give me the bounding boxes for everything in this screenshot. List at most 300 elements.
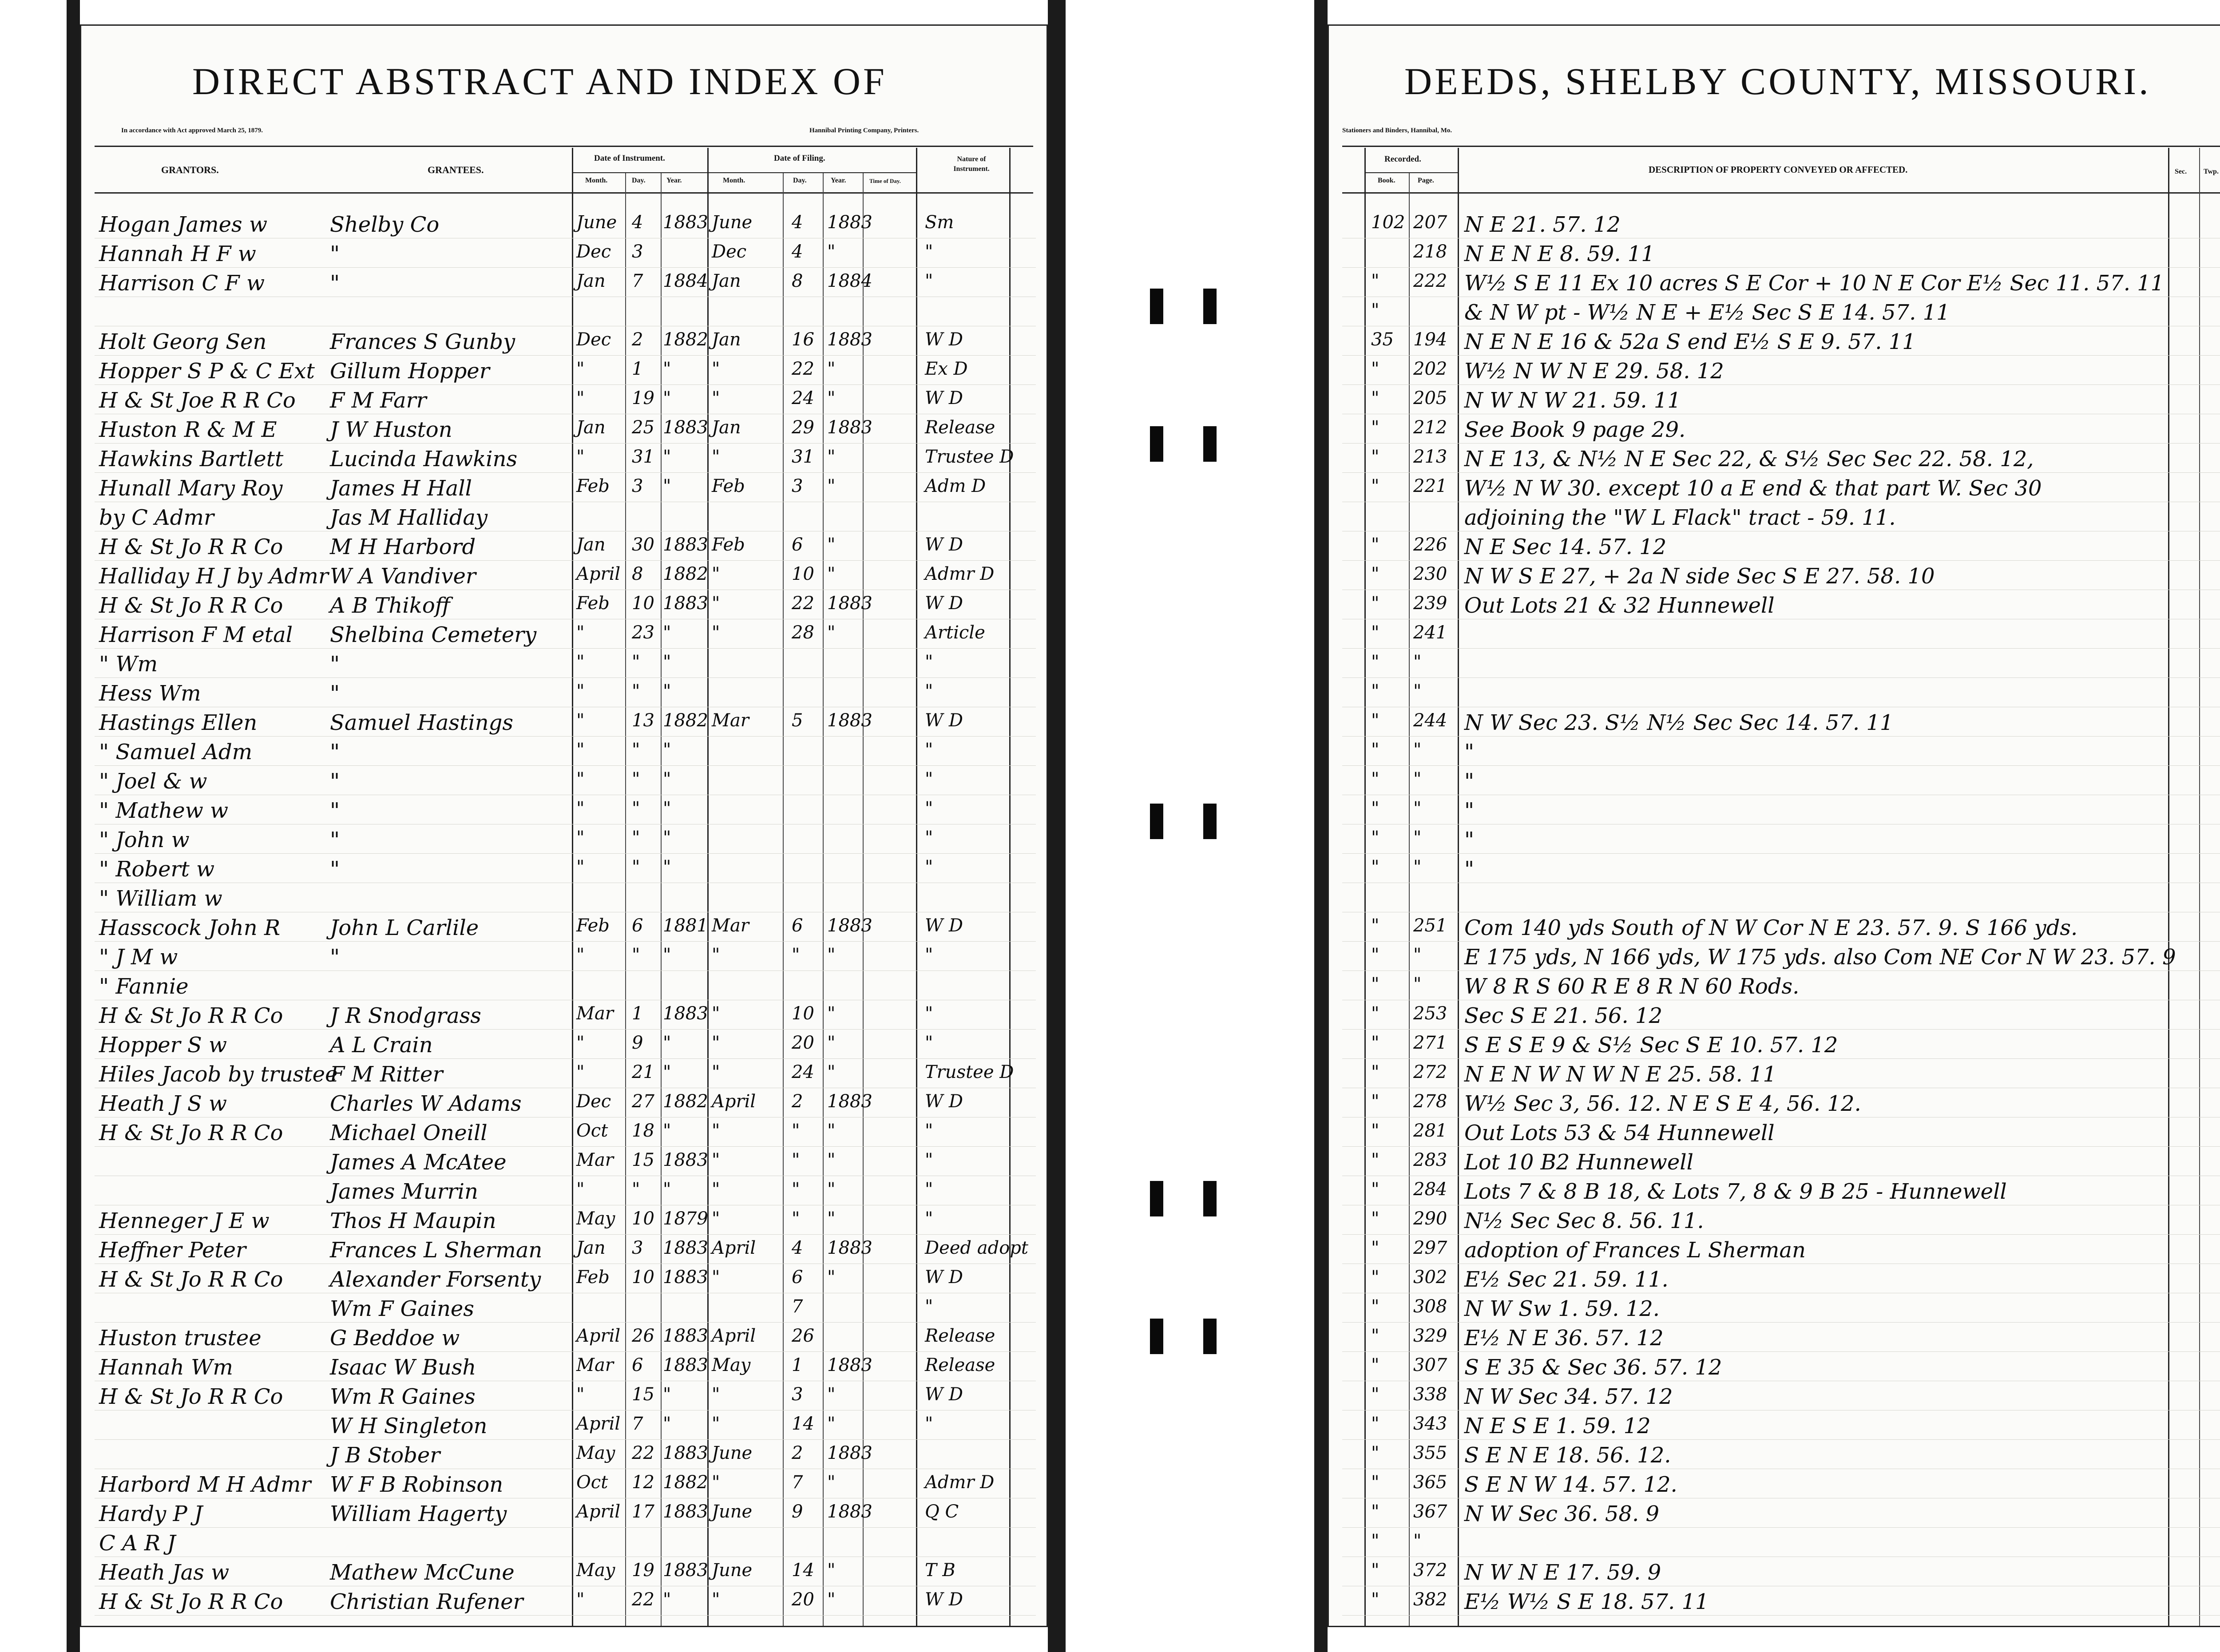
instrument-year-cell: " [663,1179,671,1200]
filing-month-cell: " [712,1121,720,1141]
filing-year-cell: " [827,1208,836,1229]
description-cell: W½ N W N E 29. 58. 12 [1464,359,1724,384]
instrument-month-cell: Mar [576,1003,614,1024]
filing-year-cell: " [827,1560,836,1581]
description-cell: W½ N W 30. except 10 a E end & that part W. Sec 30 [1464,476,2042,501]
row-rule [95,1527,1036,1528]
grantor-cell: Huston trustee [99,1326,262,1351]
column-rule [1364,148,1366,1626]
grantor-cell: Hasscock John R [99,915,281,940]
nature-cell: Deed adopt [925,1238,1028,1258]
page-cell: " [1413,857,1422,877]
recorded-header: Recorded. [1384,155,1421,164]
instrument-year-cell: 1883 [663,1443,708,1463]
grantor-cell: C A R J [99,1531,176,1556]
instrument-month-cell: " [576,359,585,379]
page-cell: 307 [1413,1355,1447,1375]
instrument-month-cell: Mar [576,1355,614,1375]
filing-year-cell: " [827,359,836,379]
description-cell: W½ Sec 3, 56. 12. N E S E 4, 56. 12. [1464,1091,1861,1116]
description-cell: See Book 9 page 29. [1464,417,1686,442]
book-cell: " [1371,417,1380,438]
instrument-year-cell: " [663,1414,671,1434]
instrument-month-cell: " [576,769,585,789]
description-cell: " [1464,798,1475,823]
description-cell: S E S E 9 & S½ Sec S E 10. 57. 12 [1464,1033,1838,1058]
description-cell: E½ Sec 21. 59. 11. [1464,1267,1669,1292]
book-cell: 35 [1371,329,1394,350]
filing-day-cell: 28 [792,622,814,643]
instrument-day-cell: " [632,828,640,848]
filing-year-cell: 1883 [827,1238,872,1258]
grantor-cell: " J M w [99,945,178,970]
nature-cell: W D [925,1267,963,1288]
description-cell: N W Sec 23. S½ N½ Sec Sec 14. 57. 11 [1464,710,1894,735]
nature-cell: Release [925,417,995,438]
instrument-day-cell: 30 [632,535,654,555]
instrument-day-cell: 21 [632,1062,654,1082]
grantee-cell: " [330,857,340,882]
instrument-day-cell: 10 [632,1267,654,1288]
nature-cell: Adm D [925,476,986,496]
filing-day-cell: 14 [792,1560,814,1581]
filing-day-cell: 22 [792,359,814,379]
grantee-cell: James H Hall [330,476,472,501]
instrument-month-cell: Jan [576,417,606,438]
page-cell: " [1413,828,1422,848]
grantor-cell: Harbord M H Admr [99,1472,311,1497]
book-cell: " [1371,1062,1380,1082]
grantee-cell: " [330,271,340,296]
page-cell: 230 [1413,564,1447,584]
instrument-day-cell: 8 [632,564,643,584]
grantor-cell: Holt Georg Sen [99,329,267,354]
instrument-day-cell: " [632,1179,640,1200]
grantor-cell: " Wm [99,652,158,677]
book-cell: " [1371,710,1380,731]
grantee-cell: A L Crain [330,1033,433,1058]
filing-year-cell: " [827,447,836,467]
row-rule [95,736,1036,737]
instrument-month-cell: Dec [576,329,611,350]
filing-day-cell: 6 [792,535,803,555]
row-rule [1342,1058,2220,1059]
column-rule [661,172,662,1626]
filing-year-cell: " [827,1384,836,1405]
description-cell: N W Sec 36. 58. 9 [1464,1501,1660,1526]
filing-day-cell: 22 [792,593,814,614]
instrument-day-cell: 9 [632,1033,643,1053]
instrument-month-cell: " [576,1179,585,1200]
subheader-rule [572,172,916,173]
grantee-cell: Shelby Co [330,212,440,237]
row-rule [1342,355,2220,356]
row-rule [95,1058,1036,1059]
nature-cell: Trustee D [925,1062,1014,1082]
nature-cell: " [925,1179,933,1200]
filing-month-cell: " [712,1003,720,1024]
description-cell: N W Sec 34. 57. 12 [1464,1384,1673,1409]
instrument-month-cell: Jan [576,535,606,555]
nature-cell: Admr D [925,564,995,584]
row-rule [95,267,1036,268]
grantors-header: GRANTORS. [161,164,219,175]
instrument-day-cell: 26 [632,1326,654,1346]
book-cell: " [1371,564,1380,584]
book-cell: " [1371,1150,1380,1170]
grantee-cell: Samuel Hastings [330,710,513,735]
filing-month-cell: " [712,1267,720,1288]
filing-month-cell: " [712,1150,720,1170]
filing-year-cell: 1883 [827,329,872,350]
grantee-cell: Charles W Adams [330,1091,522,1116]
instrument-day-cell: 19 [632,1560,654,1581]
binding-hole [1203,1319,1217,1354]
instrument-day-cell: " [632,769,640,789]
left-page-title: DIRECT ABSTRACT AND INDEX OF [192,60,887,103]
grantor-cell: Hopper S P & C Ext [99,359,315,384]
inst-day-header: Day. [632,177,646,184]
nature-cell: Ex D [925,359,968,379]
grantor-cell: Hess Wm [99,681,201,706]
instrument-year-cell: " [663,740,671,760]
filing-year-cell: 1883 [827,1501,872,1522]
filing-day-cell: 8 [792,271,803,291]
row-rule [95,1234,1036,1235]
filing-day-cell: 6 [792,1267,803,1288]
grantee-cell: Gillum Hopper [330,359,490,384]
page-cell: 355 [1413,1443,1447,1463]
column-rule [916,148,917,1626]
grantee-cell: Christian Rufener [330,1589,523,1614]
filing-day-cell: 2 [792,1091,803,1112]
nature-cell: Release [925,1326,995,1346]
grantor-cell: Hardy P J [99,1501,203,1526]
row-rule [1342,1351,2220,1352]
nature-cell: W D [925,1589,963,1610]
instrument-year-cell: " [663,476,671,496]
page-cell: 226 [1413,535,1447,555]
instrument-month-cell: Feb [576,1267,610,1288]
inst-month-header: Month. [585,177,608,184]
instrument-day-cell: 2 [632,329,643,350]
grantor-cell: Heath J S w [99,1091,227,1116]
column-rule [1009,148,1011,1626]
row-rule [1342,853,2220,854]
grantee-cell: William Hagerty [330,1501,507,1526]
filing-month-cell: " [712,359,720,379]
page-cell: " [1413,740,1422,760]
column-rule [625,172,626,1626]
row-rule [1342,1322,2220,1323]
instrument-year-cell: " [663,652,671,672]
row-rule [95,1615,1036,1616]
description-cell: " [1464,769,1475,794]
row-rule [95,941,1036,942]
grantor-cell: " Mathew w [99,798,229,823]
filing-day-cell: 7 [792,1296,803,1317]
description-cell: N E Sec 14. 57. 12 [1464,535,1667,559]
filing-month-cell: Dec [712,242,747,262]
grantor-cell: by C Admr [99,505,214,530]
grantor-cell: " Robert w [99,857,215,882]
column-rule [823,172,824,1626]
grantor-cell: " Joel & w [99,769,207,794]
filing-day-cell: 20 [792,1589,814,1610]
instrument-day-cell: " [632,945,640,965]
page-cell: 281 [1413,1121,1447,1141]
binding-hole [1150,426,1163,462]
instrument-year-cell: 1879 [663,1208,708,1229]
instrument-day-cell: 22 [632,1443,654,1463]
filing-month-cell: April [712,1238,756,1258]
book-cell: " [1371,945,1380,965]
grantor-cell: " John w [99,828,190,852]
filing-month-cell: Feb [712,535,745,555]
description-cell: adjoining the "W L Flack" tract - 59. 11. [1464,505,1896,530]
instrument-year-cell: 1883 [663,1238,708,1258]
filing-day-cell: 7 [792,1472,803,1493]
description-cell: Out Lots 53 & 54 Hunnewell [1464,1121,1775,1145]
binding-hole [1150,804,1163,839]
page-cell: 222 [1413,271,1447,291]
description-cell: S E 35 & Sec 36. 57. 12 [1464,1355,1722,1380]
grantor-cell: Halliday H J by Admr [99,564,329,589]
filing-day-cell: 4 [792,242,803,262]
sec-header: Sec. [2175,168,2187,175]
filing-day-cell: 10 [792,564,814,584]
instrument-year-cell: 1883 [663,1560,708,1581]
filing-month-cell: Jan [712,271,741,291]
instrument-month-cell: Jan [576,1238,606,1258]
stationer-imprint: Stationers and Binders, Hannibal, Mo. [1342,127,1452,134]
nature-cell: W D [925,535,963,555]
grantor-cell: Heffner Peter [99,1238,246,1263]
filing-month-cell: June [712,212,753,233]
column-rule [1409,172,1410,1626]
instrument-month-cell: Oct [576,1121,608,1141]
nature-cell: " [925,769,933,789]
book-cell: " [1371,798,1380,819]
filing-month-cell: " [712,1179,720,1200]
grantor-cell: Hogan James w [99,212,268,237]
nature-cell: W D [925,915,963,936]
row-rule [1342,648,2220,649]
binding-hole [1203,289,1217,324]
book-cell: " [1371,535,1380,555]
instrument-month-cell: Dec [576,1091,611,1112]
nature-cell: " [925,798,933,819]
instrument-year-cell: 1883 [663,1267,708,1288]
filing-year-cell: " [827,388,836,408]
filing-month-cell: " [712,1472,720,1493]
instrument-day-cell: 23 [632,622,654,643]
column-rule [783,172,784,1626]
grantee-cell: James A McAtee [330,1150,507,1175]
instrument-day-cell: 18 [632,1121,654,1141]
instrument-year-cell: " [663,769,671,789]
filing-day-cell: 10 [792,1003,814,1024]
row-rule [95,472,1036,473]
book-cell: " [1371,1238,1380,1258]
instrument-year-cell: " [663,447,671,467]
instrument-month-cell: April [576,1501,621,1522]
book-cell: " [1371,359,1380,379]
file-day-header: Day. [793,177,807,184]
filing-month-cell: " [712,447,720,467]
date-filing-header: Date of Filing. [774,154,825,163]
row-rule [95,1351,1036,1352]
description-cell: N½ Sec Sec 8. 56. 11. [1464,1208,1704,1233]
nature-cell: " [925,271,933,291]
filing-month-cell: Jan [712,329,741,350]
row-rule [95,1029,1036,1030]
grantee-cell: " [330,740,340,765]
page-cell: " [1413,974,1422,994]
grantor-cell: H & St Jo R R Co [99,1267,283,1292]
page-cell: 239 [1413,593,1447,614]
description-cell: N W N W 21. 59. 11 [1464,388,1681,413]
binding-hole [1203,804,1217,839]
description-cell: W 8 R S 60 R E 8 R N 60 Rods. [1464,974,1800,999]
page-cell: 343 [1413,1414,1447,1434]
filing-month-cell: " [712,1208,720,1229]
book-cell: " [1371,1326,1380,1346]
instrument-day-cell: 27 [632,1091,654,1112]
grantee-cell: " [330,242,340,266]
grantee-cell: Shelbina Cemetery [330,622,537,647]
book-cell: " [1371,1208,1380,1229]
nature-cell: " [925,1121,933,1141]
column-rule [707,148,709,1626]
description-cell: & N W pt - W½ N E + E½ Sec S E 14. 57. 11 [1464,300,1950,325]
nature-cell: " [925,1033,933,1053]
instrument-year-cell: 1882 [663,329,708,350]
instrument-month-cell: " [576,710,585,731]
page-cell: 329 [1413,1326,1447,1346]
description-cell: N E 13, & N½ N E Sec 22, & S½ Sec Sec 22. 58. 12, [1464,447,2034,471]
nature-cell: " [925,828,933,848]
filing-month-cell: " [712,1384,720,1405]
instrument-month-cell: " [576,388,585,408]
filing-month-cell: " [712,945,720,965]
instrument-year-cell: " [663,798,671,819]
act-imprint: In accordance with Act approved March 25, 1879. [121,127,263,134]
row-rule [1342,677,2220,678]
subheader-rule [1364,172,1458,173]
description-cell: " [1464,857,1475,882]
nature-cell: " [925,857,933,877]
file-month-header: Month. [723,177,745,184]
row-rule [1342,443,2220,444]
description-cell: S E N E 18. 56. 12. [1464,1443,1671,1468]
description-header: DESCRIPTION OF PROPERTY CONVEYED OR AFFECTED. [1649,164,1908,175]
right-page-title: DEEDS, SHELBY COUNTY, MISSOURI. [1404,60,2151,103]
grantor-cell: Henneger J E w [99,1208,270,1233]
instrument-year-cell: 1881 [663,915,708,936]
book-cell: " [1371,652,1380,672]
instrument-day-cell: 31 [632,447,654,467]
filing-month-cell: April [712,1091,756,1112]
grantor-cell: Hunall Mary Roy [99,476,283,501]
center-gutter-shadow-2 [1314,0,1328,1652]
description-cell: E 175 yds, N 166 yds, W 175 yds. also Com NE Cor N W 23. 57. 9 [1464,945,2176,970]
grantee-cell: Alexander Forsenty [330,1267,541,1292]
filing-year-cell: " [827,1121,836,1141]
filing-month-cell: Jan [712,417,741,438]
page-cell: 308 [1413,1296,1447,1317]
filing-year-cell: 1883 [827,915,872,936]
nature-cell: " [925,740,933,760]
grantor-cell: H & St Jo R R Co [99,1589,283,1614]
filing-month-cell: " [712,1062,720,1082]
row-rule [1342,1146,2220,1147]
instrument-month-cell: " [576,1033,585,1053]
nature-cell: " [925,242,933,262]
instrument-month-cell: " [576,945,585,965]
instrument-year-cell: 1883 [663,1003,708,1024]
filing-day-cell: 26 [792,1326,814,1346]
instrument-month-cell: " [576,447,585,467]
book-cell: 102 [1371,212,1405,233]
book-cell: " [1371,769,1380,789]
filing-year-cell: 1883 [827,593,872,614]
instrument-month-cell: Dec [576,242,611,262]
row-rule [95,648,1036,649]
description-cell: N W Sw 1. 59. 12. [1464,1296,1660,1321]
page-cell: 202 [1413,359,1447,379]
nature-cell: W D [925,593,963,614]
instrument-month-cell: April [576,1326,621,1346]
filing-month-cell: June [712,1443,753,1463]
grantor-cell: Hannah Wm [99,1355,233,1380]
book-cell: " [1371,1443,1380,1463]
filing-month-cell: Mar [712,915,749,936]
filing-day-cell: 6 [792,915,803,936]
row-rule [95,1146,1036,1147]
filing-year-cell: " [827,242,836,262]
filing-month-cell: June [712,1501,753,1522]
book-cell: " [1371,593,1380,614]
grantor-cell: " Samuel Adm [99,740,253,765]
inst-year-header: Year. [666,177,682,184]
row-rule [1342,1439,2220,1440]
grantee-cell: J R Snodgrass [330,1003,481,1028]
page-cell: 283 [1413,1150,1447,1170]
filing-month-cell: April [712,1326,756,1346]
filing-year-cell: 1883 [827,1091,872,1112]
book-cell: " [1371,740,1380,760]
grantee-cell: A B Thikoff [330,593,450,618]
grantor-cell: Harrison F M etal [99,622,293,647]
row-rule [1342,736,2220,737]
instrument-day-cell: 6 [632,915,643,936]
nature-cell: Trustee D [925,447,1014,467]
filing-day-cell: 29 [792,417,814,438]
instrument-day-cell: 15 [632,1150,654,1170]
description-cell: E½ N E 36. 57. 12 [1464,1326,1664,1351]
row-rule [95,384,1036,385]
binding-hole [1150,289,1163,324]
row-rule [95,1322,1036,1323]
instrument-day-cell: 19 [632,388,654,408]
page-cell: 338 [1413,1384,1447,1405]
instrument-month-cell: " [576,622,585,643]
instrument-month-cell: April [576,564,621,584]
instrument-month-cell: " [576,857,585,877]
nature-cell: Q C [925,1501,959,1522]
description-cell: N E 21. 57. 12 [1464,212,1621,237]
